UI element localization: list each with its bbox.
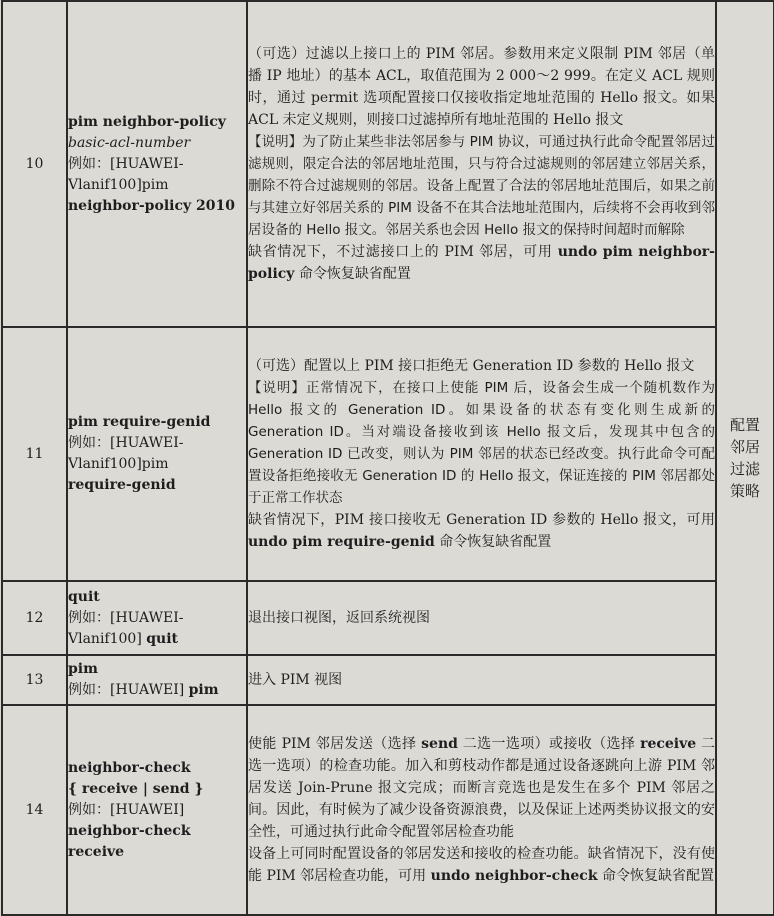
table-row bbox=[2, 581, 774, 655]
command-keyword: quit bbox=[68, 588, 100, 605]
step-number: 13 bbox=[2, 655, 67, 705]
command-keyword: pim require-genid bbox=[68, 414, 211, 430]
command-cell bbox=[67, 1, 247, 327]
category-label: 配置 邻居 过滤 策略 bbox=[716, 1, 774, 915]
description-cell bbox=[247, 1, 716, 327]
command-example: 例如：[HUAWEI] bbox=[68, 801, 185, 818]
description-cell bbox=[247, 327, 716, 581]
table-row bbox=[2, 1, 774, 327]
note-text: 【说明】为了防止某些非法邻居参与 PIM 协议，可通过执行此命令配置邻居过滤规则，限定合法的邻居地址范围，只与符合过滤规则的邻居建立邻居关系，删除不符合过滤规则的邻居。设备上配置了合法的邻居地址范围后，如果之前与其建立好邻居关系的 PIM 设备不在其合法地址范围内，后续将不会再收到邻居设备的 Hello 报文。邻居关系也会因 Hello 报文的保持时间超时而解除 bbox=[248, 134, 715, 238]
note-text: 【说明】正常情况下，在接口上使能 PIM 后，设备会生成一个随机数作为 Hello 报文的 Generation ID。如果设备的状态有变化则生成新的 Generation ID。当对端设备接收到该 Hello 报文后，发现其中包含的 Generation ID 已改变，则认为 PIM 邻居的状态已经改变。执行此命令可配置设备拒绝接收无 Generation ID 的 Hello 报文，保证连接的 PIM 邻居都处于正常工作状态 bbox=[248, 380, 715, 506]
command-options: { receive | send } bbox=[68, 780, 204, 797]
step-number: 14 bbox=[2, 705, 67, 915]
step-number: 12 bbox=[2, 581, 67, 655]
undo-command: undo pim neighbor-policy bbox=[248, 244, 715, 282]
command-example-keyword: neighbor-policy 2010 bbox=[68, 197, 235, 214]
command-example: 例如：[HUAWEI-Vlanif100]pim bbox=[68, 155, 184, 193]
step-number: 11 bbox=[2, 327, 67, 581]
description-cell bbox=[247, 705, 716, 915]
command-parameter: basic-acl-number bbox=[68, 134, 191, 151]
command-example-keyword: require-genid bbox=[68, 477, 176, 493]
command-example-keyword: pim bbox=[188, 682, 219, 698]
command-example-keyword: quit bbox=[146, 630, 179, 647]
default-text: 缺省情况下，不过滤接口上的 PIM 邻居，可用 undo pim neighbor-policy 命令恢复缺省配置 bbox=[248, 244, 715, 282]
command-example-keyword: neighbor-check receive bbox=[68, 822, 191, 860]
table-row bbox=[2, 705, 774, 915]
description-text: 使能 PIM 邻居发送（选择 send 二选一选项）或接收（选择 receive 二选一选项）的检查功能。加入和剪枝动作都是通过设备逐跳向上游 PIM 邻居发送 Join-Prune 报文完成；而断言竞选也是发生在多个 PIM 邻居之间。因此，有时候为了减少设备资源浪费，以及保证上述两类协议报文的安全性，可通过执行此命令配置邻居检查功能 bbox=[248, 736, 715, 840]
table-row bbox=[2, 327, 774, 581]
command-cell bbox=[67, 327, 247, 581]
table-row bbox=[2, 655, 774, 705]
description-cell: 进入 PIM 视图 bbox=[247, 655, 716, 705]
description-cell: 退出接口视图，返回系统视图 bbox=[247, 581, 716, 655]
config-steps-table bbox=[1, 0, 774, 916]
command-example: 例如：[HUAWEI-Vlanif100]pim bbox=[68, 435, 184, 472]
command-example: 例如：[HUAWEI-Vlanif100] quit bbox=[68, 609, 184, 647]
undo-command: undo neighbor-check bbox=[430, 868, 598, 884]
command-example: 例如：[HUAWEI] pim bbox=[68, 682, 219, 698]
default-text: 缺省情况下，PIM 接口接收无 Generation ID 参数的 Hello 报文，可用 undo pim require-genid 命令恢复缺省配置 bbox=[248, 512, 715, 550]
step-number: 10 bbox=[2, 1, 67, 327]
command-keyword: pim bbox=[68, 661, 98, 677]
command-cell bbox=[67, 655, 247, 705]
undo-command: undo pim require-genid bbox=[248, 534, 435, 550]
description-text: （可选）过滤以上接口上的 PIM 邻居。参数用来定义限制 PIM 邻居（单播 IP 地址）的基本 ACL，取值范围为 2 000～2 999。在定义 ACL 规则时，通过 permit 选项配置接口仅接收指定地址范围的 Hello 报文。如果 ACL 未定义规则，则接口过滤掉所有地址范围的 Hello 报文 bbox=[248, 46, 715, 128]
command-cell bbox=[67, 705, 247, 915]
description-text: （可选）配置以上 PIM 接口拒绝无 Generation ID 参数的 Hello 报文 bbox=[248, 358, 695, 374]
command-keyword: pim neighbor-policy bbox=[68, 113, 226, 130]
command-keyword: neighbor-check bbox=[68, 759, 191, 776]
default-text: 设备上可同时配置设备的邻居发送和接收的检查功能。缺省情况下，没有使能 PIM 邻居检查功能，可用 undo neighbor-check 命令恢复缺省配置 bbox=[248, 846, 715, 884]
command-cell bbox=[67, 581, 247, 655]
